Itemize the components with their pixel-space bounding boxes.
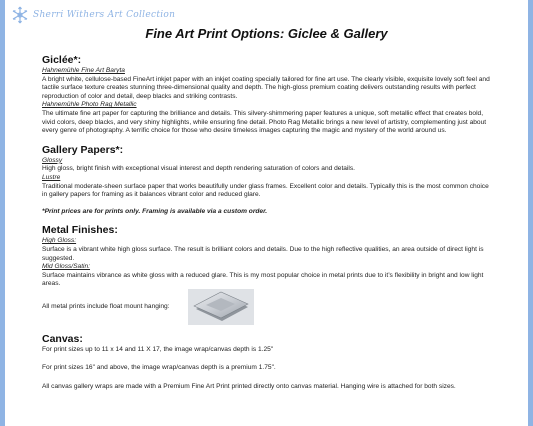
gallery-heading: Gallery Papers*: [42,143,124,156]
metal-item-name: Mid Gloss/Satin: [42,263,91,271]
giclee-item-desc: A bright white, cellulose-based FineArt inkjet paper with an inkjet coating specially tailored for fine art use. The clearly visible, exquisite lovely soft feel and tactile surface texture creates stunning three-dimensional quality and depth. The high-gloss premium coating delivers outstanding results with perfect reproduction of color and detail, deep blacks and striking contrasts. [42,75,490,100]
canvas-line: For print sizes up to 11 x 14 and 11 X 17, the image wrap/canvas depth is 1.25" [42,345,274,353]
canvas-line: All canvas gallery wraps are made with a Premium Fine Art Print printed directly onto canvas material. Hanging wire is attached for both sizes. [42,383,456,391]
float-mount-text: All metal prints include float mount hanging: [42,302,170,310]
float-mount-row [42,289,494,325]
canvas-line: For print sizes 16" and above, the image wrap/canvas depth is a premium 1.75". [42,364,276,372]
metal-item-desc: Surface is a vibrant white high gloss surface. The result is brilliant colors and details. Due to the high reflective qualities, an area outside of direct light is suggested. [42,245,484,262]
main-content [42,54,494,392]
page-title: Fine Art Print Options: Giclee & Gallery [145,26,388,41]
gallery-item-name: Glossy [42,156,63,164]
gallery-item-name: Lustre [42,173,61,181]
float-mount-image [188,289,254,325]
gallery-item-desc: Traditional moderate-sheen surface paper that works beautifully under glass frames. Excellent color and details. Typically this is the most common choice in gallery papers for framing as it balances vibrant color and reduced glare. [42,182,489,199]
flower-icon [10,5,30,25]
giclee-item-name: Hahnemühle Fine Art Baryta [42,67,125,74]
giclee-item-name: Hahnemühle Photo Rag Metallic [42,101,137,109]
metal-item-name: High Gloss: [42,237,77,245]
print-price-note: *Print prices are for prints only. Framing is available via a custom order. [42,207,268,215]
gallery-item-desc: High gloss, bright finish with exceptional visual interest and depth rendering saturation of colors and details. [42,165,356,173]
logo-text: Sherri Withers Art Collection [33,10,176,20]
giclee-item-desc: The ultimate fine art paper for capturing the brilliance and details. This silvery-shimmering paper features a unique, soft metallic effect that creates bold, vivid colors, deep blacks, and very shiny highlights, while ensuring fine detail. Photo Rag Metallic brings a new level of artistry, complementing just about every genre of photography. A terrific choice for those who desire timeless images capturing the magic and mystery of the world around us. [42,109,487,135]
canvas-heading: Canvas: [42,332,83,345]
metal-item-desc: Surface maintains vibrance as white gloss with a reduced glare. This is my most popular choice in metal prints due to it’s flexibility in bright and low light areas. [42,271,484,288]
metal-heading: Metal Finishes: [42,224,118,237]
giclee-heading: Giclée*: [42,54,82,66]
brand-logo[interactable] [10,4,175,26]
